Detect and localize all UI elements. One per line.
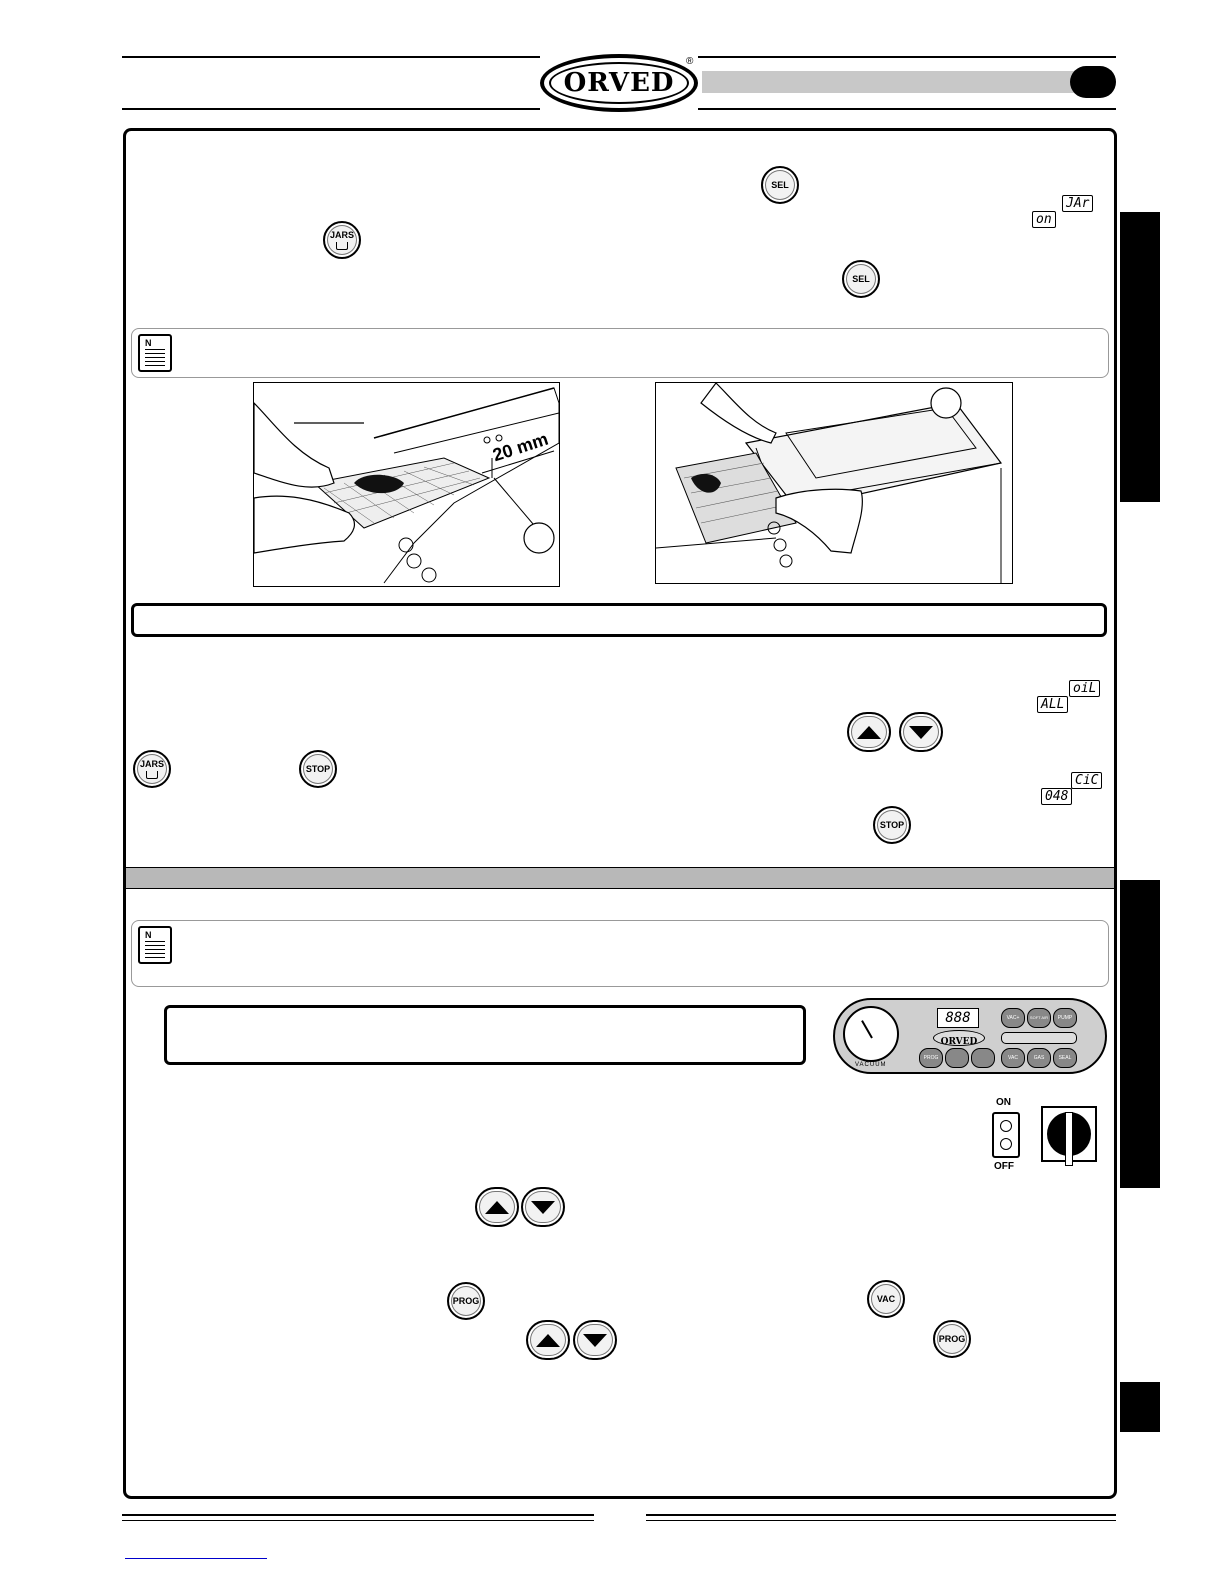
sel-button-2[interactable]: SEL — [842, 260, 880, 298]
footer-line-left-2 — [122, 1520, 594, 1521]
display-cic-upper: CiC — [1071, 772, 1102, 789]
header-line-right-top — [698, 56, 1116, 58]
footer-line-right-1 — [646, 1514, 1116, 1516]
jar-icon — [146, 771, 158, 779]
section-heading-box-2 — [164, 1005, 806, 1065]
side-tab-3 — [1120, 1382, 1160, 1432]
panel-btn-gas[interactable]: GAS — [1027, 1048, 1051, 1068]
rotary-switch[interactable] — [1041, 1106, 1097, 1162]
jars-button-1[interactable]: JARS — [323, 221, 361, 259]
down-arrow-icon — [531, 1201, 555, 1214]
figure-lid-closing — [655, 382, 1013, 584]
header-line-right-bottom — [698, 108, 1116, 110]
up-arrow-icon — [536, 1334, 560, 1347]
header-gray-bar — [702, 71, 1112, 93]
note-icon-1: N — [138, 334, 172, 372]
display-all-oil-upper: oiL — [1069, 680, 1100, 697]
panel-led-row — [1001, 1032, 1077, 1044]
vacuum-gauge — [843, 1006, 899, 1062]
prog-button-1[interactable]: PROG — [447, 1282, 485, 1320]
down-arrow-button-1[interactable] — [899, 712, 943, 752]
jars-button-2[interactable]: JARS — [133, 750, 171, 788]
down-arrow-icon — [583, 1334, 607, 1347]
panel-btn-up[interactable] — [945, 1048, 969, 1068]
control-panel — [833, 998, 1107, 1074]
figure-lid-drawing — [656, 383, 1012, 583]
logo-text: ORVED — [563, 68, 675, 98]
display-jar-on — [1030, 193, 1100, 231]
up-arrow-button-1[interactable] — [847, 712, 891, 752]
up-arrow-icon — [857, 726, 881, 739]
switch-off-label: OFF — [994, 1161, 1014, 1172]
down-arrow-button-2[interactable] — [521, 1187, 565, 1227]
note-box-1 — [131, 328, 1109, 378]
down-arrow-icon — [909, 726, 933, 739]
panel-logo: ORVED — [933, 1030, 985, 1046]
note-icon-2: N — [138, 926, 172, 964]
gauge-label: VACUUM — [855, 1062, 887, 1068]
footer-link-underline[interactable] — [125, 1558, 267, 1559]
jar-icon — [336, 242, 348, 250]
panel-btn-vac-plus[interactable]: VAC+ — [1001, 1008, 1025, 1028]
up-arrow-button-3[interactable] — [526, 1320, 570, 1360]
display-all-oil — [1035, 678, 1107, 716]
display-all-oil-lower: ALL — [1037, 696, 1068, 713]
switch-on-label: ON — [996, 1097, 1011, 1108]
header-line-left-bottom — [122, 108, 540, 110]
display-cic-lower: 048 — [1041, 788, 1072, 805]
panel-display: 888 — [937, 1008, 979, 1028]
header-line-left-top — [122, 56, 540, 58]
side-tab-2 — [1120, 880, 1160, 1188]
display-jar-on-upper: JAr — [1062, 195, 1093, 212]
registered-mark: ® — [686, 56, 694, 67]
sel-button-1[interactable]: SEL — [761, 166, 799, 204]
section-heading-box-1 — [131, 603, 1107, 637]
figure-grid-placement — [253, 382, 560, 587]
stop-button-1[interactable]: STOP — [299, 750, 337, 788]
footer-line-right-2 — [646, 1520, 1116, 1521]
display-cic-048 — [1035, 770, 1107, 808]
stop-button-2[interactable]: STOP — [873, 806, 911, 844]
side-tab-1 — [1120, 212, 1160, 502]
panel-btn-seal[interactable]: SEAL — [1053, 1048, 1077, 1068]
panel-btn-vac[interactable]: VAC — [1001, 1048, 1025, 1068]
note-box-2 — [131, 920, 1109, 987]
down-arrow-button-3[interactable] — [573, 1320, 617, 1360]
panel-btn-pump[interactable]: PUMP — [1053, 1008, 1077, 1028]
up-arrow-button-2[interactable] — [475, 1187, 519, 1227]
power-switch[interactable] — [992, 1112, 1020, 1158]
section-divider-bar — [126, 867, 1114, 889]
up-arrow-icon — [485, 1201, 509, 1214]
footer-line-left-1 — [122, 1514, 594, 1516]
panel-btn-down[interactable] — [971, 1048, 995, 1068]
panel-btn-soft-air[interactable]: SOFT AIR — [1027, 1008, 1051, 1028]
orved-logo — [540, 54, 698, 112]
figure-grid-drawing — [254, 383, 559, 586]
vac-button[interactable]: VAC — [867, 1280, 905, 1318]
panel-btn-prog[interactable]: PROG — [919, 1048, 943, 1068]
header-language-dot — [1070, 66, 1116, 98]
dimension-label: 20 mm — [490, 428, 551, 466]
prog-button-2[interactable]: PROG — [933, 1320, 971, 1358]
display-jar-on-lower: on — [1032, 211, 1056, 228]
